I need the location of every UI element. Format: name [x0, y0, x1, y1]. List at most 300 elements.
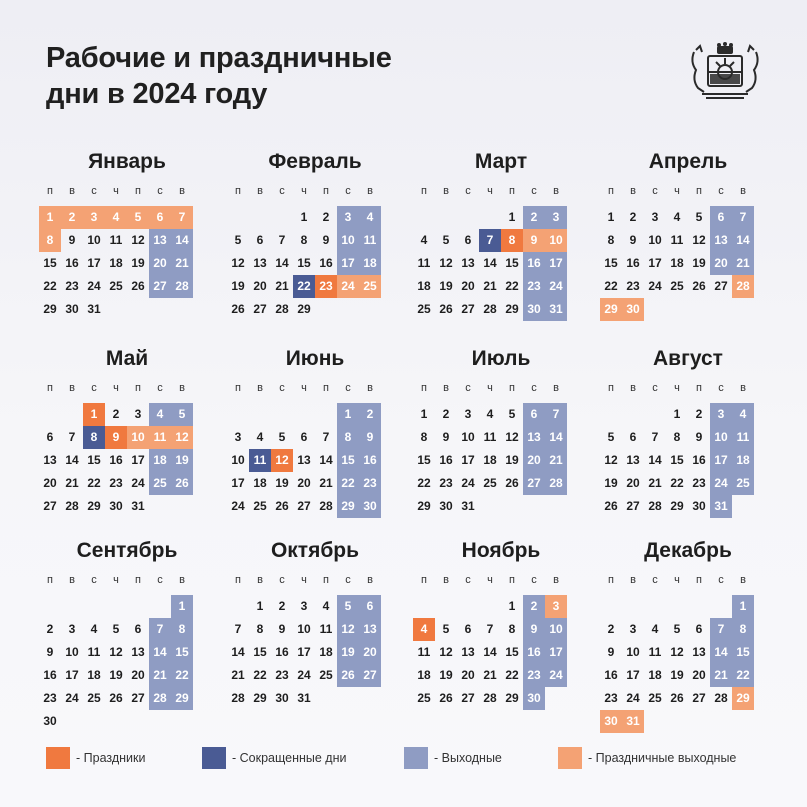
weekday-label: в — [367, 185, 373, 197]
day-cell: 6 — [256, 233, 264, 247]
weekday-label: п — [135, 185, 141, 197]
month-name: Февраль — [268, 150, 362, 173]
day-cell: 25 — [109, 279, 123, 293]
weekday-label: ч — [674, 185, 680, 197]
day-cell: 24 — [297, 668, 311, 682]
day-cell: 10 — [337, 229, 359, 252]
day-cell: 18 — [359, 252, 381, 275]
legend-swatch — [558, 747, 582, 769]
day-cell: 5 — [127, 206, 149, 229]
weekday-label: в — [257, 185, 263, 197]
weekday-label: в — [630, 185, 636, 197]
weekday-label: в — [179, 574, 185, 586]
day-cell: 3 — [134, 407, 142, 421]
weekday-label: с — [465, 185, 471, 197]
day-cell: 9 — [523, 618, 545, 641]
day-cell: 7 — [68, 430, 76, 444]
day-cell: 27 — [149, 275, 171, 298]
weekday-label: ч — [113, 574, 119, 586]
day-cell: 30 — [600, 710, 622, 733]
day-cell: 20 — [461, 668, 475, 682]
day-cell: 19 — [337, 641, 359, 664]
weekday-label: с — [345, 185, 351, 197]
day-cell: 9 — [442, 430, 450, 444]
day-cell: 11 — [483, 430, 497, 444]
day-cell: 27 — [297, 499, 311, 513]
legend-item-holiday-weekend — [558, 747, 736, 769]
day-cell: 6 — [359, 595, 381, 618]
day-cell: 29 — [670, 499, 684, 513]
weekday-label: с — [531, 574, 537, 586]
day-cell: 13 — [43, 453, 57, 467]
weekday-label: п — [696, 382, 702, 394]
day-cell: 20 — [131, 668, 145, 682]
day-cell: 1 — [337, 403, 359, 426]
day-cell: 23 — [315, 275, 337, 298]
day-cell: 18 — [417, 668, 431, 682]
day-cell: 3 — [629, 622, 637, 636]
month-name: Октябрь — [270, 539, 360, 562]
day-cell: 14 — [732, 229, 754, 252]
weekday-label: в — [630, 382, 636, 394]
day-cell: 14 — [710, 641, 732, 664]
weekday-label: п — [509, 382, 515, 394]
day-cell: 21 — [171, 252, 193, 275]
day-cell: 3 — [83, 206, 105, 229]
day-cell: 26 — [275, 499, 289, 513]
day-cell: 9 — [607, 645, 615, 659]
weekday-label: с — [157, 185, 163, 197]
weekday-label: с — [718, 574, 724, 586]
day-cell: 16 — [523, 641, 545, 664]
weekday-label: с — [652, 185, 658, 197]
day-cell: 3 — [464, 407, 472, 421]
day-cell: 15 — [417, 453, 431, 467]
day-cell: 3 — [68, 622, 76, 636]
weekday-label: в — [553, 185, 559, 197]
day-cell: 30 — [523, 298, 545, 321]
legend-swatch — [202, 747, 226, 769]
day-cell: 1 — [508, 599, 516, 613]
day-cell: 21 — [483, 279, 497, 293]
month-name: Апрель — [648, 150, 728, 173]
weekday-label: с — [345, 382, 351, 394]
day-cell: 12 — [439, 645, 453, 659]
day-cell: 8 — [83, 426, 105, 449]
day-cell: 31 — [131, 499, 145, 513]
day-cell: 13 — [461, 645, 475, 659]
day-cell: 15 — [732, 641, 754, 664]
weekday-label: ч — [301, 185, 307, 197]
day-cell: 28 — [714, 691, 728, 705]
day-cell: 24 — [710, 472, 732, 495]
day-cell: 26 — [439, 302, 453, 316]
weekday-label: ч — [487, 382, 493, 394]
day-cell: 11 — [87, 645, 101, 659]
weekday-label: в — [740, 574, 746, 586]
day-cell: 22 — [293, 275, 315, 298]
day-cell: 8 — [508, 622, 516, 636]
weekday-label: ч — [487, 574, 493, 586]
day-cell: 10 — [461, 430, 475, 444]
weekday-label: с — [531, 382, 537, 394]
day-cell: 23 — [65, 279, 79, 293]
weekday-label: п — [421, 185, 427, 197]
weekday-label: в — [69, 382, 75, 394]
day-cell: 1 — [256, 599, 264, 613]
day-cell: 24 — [545, 664, 567, 687]
day-cell: 27 — [43, 499, 57, 513]
day-cell: 13 — [710, 229, 732, 252]
weekday-label: в — [367, 382, 373, 394]
legend-item-holiday — [46, 747, 145, 769]
day-cell: 25 — [648, 691, 662, 705]
weekday-label: с — [279, 574, 285, 586]
month-name: Март — [474, 150, 528, 173]
day-cell: 5 — [278, 430, 286, 444]
weekday-label: ч — [113, 382, 119, 394]
day-cell: 13 — [359, 618, 381, 641]
day-cell: 20 — [710, 252, 732, 275]
month-8 — [600, 347, 776, 537]
day-cell: 3 — [545, 206, 567, 229]
weekday-label: п — [235, 185, 241, 197]
day-cell: 7 — [479, 229, 501, 252]
day-cell: 27 — [253, 302, 267, 316]
day-cell: 9 — [629, 233, 637, 247]
month-4 — [600, 150, 776, 340]
day-cell: 25 — [732, 472, 754, 495]
weekday-label: в — [553, 574, 559, 586]
weekday-label: с — [465, 382, 471, 394]
month-11 — [413, 539, 589, 729]
day-cell: 28 — [275, 302, 289, 316]
day-cell: 2 — [607, 622, 615, 636]
weekday-label: п — [323, 185, 329, 197]
day-cell: 31 — [461, 499, 475, 513]
day-cell: 13 — [626, 453, 640, 467]
day-cell: 22 — [670, 476, 684, 490]
day-cell: 26 — [131, 279, 145, 293]
day-cell: 8 — [607, 233, 615, 247]
month-5 — [39, 347, 215, 537]
day-cell: 22 — [171, 664, 193, 687]
day-cell: 24 — [545, 275, 567, 298]
month-1 — [39, 150, 215, 340]
day-cell: 18 — [670, 256, 684, 270]
day-cell: 14 — [483, 645, 497, 659]
day-cell: 28 — [648, 499, 662, 513]
day-cell: 24 — [231, 499, 245, 513]
day-cell: 7 — [651, 430, 659, 444]
day-cell: 2 — [322, 210, 330, 224]
day-cell: 28 — [483, 302, 497, 316]
day-cell: 16 — [43, 668, 57, 682]
day-cell: 13 — [692, 645, 706, 659]
month-name: Январь — [88, 150, 166, 173]
day-cell: 6 — [464, 622, 472, 636]
day-cell: 23 — [275, 668, 289, 682]
day-cell: 25 — [149, 472, 171, 495]
day-cell: 18 — [417, 279, 431, 293]
day-cell: 21 — [732, 252, 754, 275]
weekday-label: с — [279, 185, 285, 197]
day-cell: 19 — [109, 668, 123, 682]
day-cell: 3 — [300, 599, 308, 613]
day-cell: 2 — [278, 599, 286, 613]
day-cell: 22 — [337, 472, 359, 495]
day-cell: 9 — [359, 426, 381, 449]
day-cell: 8 — [337, 426, 359, 449]
weekday-label: п — [135, 574, 141, 586]
day-cell: 13 — [297, 453, 311, 467]
day-cell: 19 — [275, 476, 289, 490]
day-cell: 4 — [486, 407, 494, 421]
weekday-label: п — [47, 574, 53, 586]
day-cell: 21 — [231, 668, 245, 682]
weekday-label: с — [652, 382, 658, 394]
month-10 — [227, 539, 403, 729]
day-cell: 26 — [692, 279, 706, 293]
day-cell: 30 — [359, 495, 381, 518]
weekday-label: п — [608, 382, 614, 394]
weekday-label: с — [91, 185, 97, 197]
day-cell: 19 — [131, 256, 145, 270]
day-cell: 25 — [417, 691, 431, 705]
day-cell: 14 — [648, 453, 662, 467]
weekday-label: п — [509, 185, 515, 197]
day-cell: 15 — [43, 256, 57, 270]
day-cell: 5 — [442, 622, 450, 636]
day-cell: 23 — [523, 275, 545, 298]
day-cell: 2 — [46, 622, 54, 636]
coat-of-arms-icon — [686, 42, 764, 102]
day-cell: 2 — [523, 206, 545, 229]
day-cell: 31 — [297, 691, 311, 705]
day-cell: 13 — [461, 256, 475, 270]
weekday-label: с — [531, 185, 537, 197]
day-cell: 31 — [710, 495, 732, 518]
day-cell: 10 — [87, 233, 101, 247]
day-cell: 7 — [545, 403, 567, 426]
day-cell: 15 — [87, 453, 101, 467]
day-cell: 15 — [670, 453, 684, 467]
legend-item-short-day — [202, 747, 346, 769]
day-cell: 11 — [249, 449, 271, 472]
day-cell: 18 — [648, 668, 662, 682]
day-cell: 6 — [46, 430, 54, 444]
day-cell: 25 — [359, 275, 381, 298]
day-cell: 27 — [714, 279, 728, 293]
day-cell: 17 — [461, 453, 475, 467]
day-cell: 29 — [732, 687, 754, 710]
weekday-label: ч — [674, 382, 680, 394]
day-cell: 23 — [523, 664, 545, 687]
weekday-label: ч — [113, 185, 119, 197]
day-cell: 29 — [87, 499, 101, 513]
day-cell: 19 — [604, 476, 618, 490]
day-cell: 30 — [65, 302, 79, 316]
day-cell: 9 — [105, 426, 127, 449]
day-cell: 13 — [253, 256, 267, 270]
day-cell: 1 — [732, 595, 754, 618]
day-cell: 12 — [505, 430, 519, 444]
legend — [0, 747, 807, 771]
day-cell: 3 — [651, 210, 659, 224]
day-cell: 15 — [297, 256, 311, 270]
day-cell: 4 — [322, 599, 330, 613]
day-cell: 10 — [710, 426, 732, 449]
day-cell: 20 — [253, 279, 267, 293]
day-cell: 27 — [359, 664, 381, 687]
weekday-label: п — [421, 382, 427, 394]
day-cell: 29 — [337, 495, 359, 518]
weekday-label: в — [179, 185, 185, 197]
day-cell: 30 — [622, 298, 644, 321]
day-cell: 11 — [417, 256, 431, 270]
legend-swatch — [46, 747, 70, 769]
day-cell: 15 — [505, 645, 519, 659]
day-cell: 2 — [629, 210, 637, 224]
weekday-label: в — [257, 574, 263, 586]
weekday-label: п — [421, 574, 427, 586]
day-cell: 22 — [417, 476, 431, 490]
day-cell: 15 — [253, 645, 267, 659]
day-cell: 25 — [670, 279, 684, 293]
month-9 — [39, 539, 215, 729]
weekday-label: п — [608, 574, 614, 586]
day-cell: 11 — [732, 426, 754, 449]
day-cell: 24 — [337, 275, 359, 298]
day-cell: 21 — [149, 664, 171, 687]
day-cell: 7 — [234, 622, 242, 636]
weekday-label: в — [69, 574, 75, 586]
day-cell: 17 — [626, 668, 640, 682]
day-cell: 30 — [109, 499, 123, 513]
day-cell: 4 — [420, 233, 428, 247]
day-cell: 1 — [39, 206, 61, 229]
day-cell: 18 — [253, 476, 267, 490]
day-cell: 16 — [626, 256, 640, 270]
day-cell: 18 — [319, 645, 333, 659]
day-cell: 23 — [109, 476, 123, 490]
day-cell: 2 — [112, 407, 120, 421]
day-cell: 26 — [231, 302, 245, 316]
day-cell: 17 — [131, 453, 145, 467]
day-cell: 16 — [65, 256, 79, 270]
day-cell: 28 — [171, 275, 193, 298]
day-cell: 8 — [39, 229, 61, 252]
day-cell: 2 — [359, 403, 381, 426]
day-cell: 2 — [61, 206, 83, 229]
day-cell: 28 — [483, 691, 497, 705]
weekday-label: в — [179, 382, 185, 394]
day-cell: 14 — [231, 645, 245, 659]
day-cell: 13 — [149, 229, 171, 252]
day-cell: 26 — [337, 664, 359, 687]
weekday-label: в — [367, 574, 373, 586]
day-cell: 10 — [65, 645, 79, 659]
day-cell: 7 — [322, 430, 330, 444]
weekday-label: ч — [301, 382, 307, 394]
day-cell: 23 — [604, 691, 618, 705]
day-cell: 5 — [508, 407, 516, 421]
month-name: Ноябрь — [461, 539, 541, 562]
weekday-label: в — [443, 574, 449, 586]
weekday-label: в — [553, 382, 559, 394]
day-cell: 14 — [545, 426, 567, 449]
weekday-label: в — [69, 185, 75, 197]
day-cell: 18 — [109, 256, 123, 270]
day-cell: 15 — [505, 256, 519, 270]
weekday-label: п — [235, 382, 241, 394]
day-cell: 11 — [109, 233, 123, 247]
day-cell: 23 — [439, 476, 453, 490]
day-cell: 23 — [626, 279, 640, 293]
day-cell: 10 — [626, 645, 640, 659]
day-cell: 29 — [43, 302, 57, 316]
day-cell: 5 — [673, 622, 681, 636]
day-cell: 20 — [692, 668, 706, 682]
day-cell: 24 — [131, 476, 145, 490]
day-cell: 19 — [505, 453, 519, 467]
day-cell: 15 — [337, 449, 359, 472]
day-cell: 18 — [732, 449, 754, 472]
day-cell: 26 — [109, 691, 123, 705]
day-cell: 7 — [171, 206, 193, 229]
legend-label: - Выходные — [434, 751, 502, 765]
day-cell: 27 — [523, 472, 545, 495]
day-cell: 21 — [65, 476, 79, 490]
day-cell: 13 — [523, 426, 545, 449]
weekday-label: п — [323, 574, 329, 586]
day-cell: 4 — [673, 210, 681, 224]
day-cell: 12 — [337, 618, 359, 641]
day-cell: 7 — [278, 233, 286, 247]
day-cell: 18 — [87, 668, 101, 682]
day-cell: 30 — [692, 499, 706, 513]
day-cell: 1 — [607, 210, 615, 224]
day-cell: 8 — [501, 229, 523, 252]
weekday-label: в — [443, 382, 449, 394]
day-cell: 9 — [278, 622, 286, 636]
day-cell: 23 — [43, 691, 57, 705]
day-cell: 27 — [461, 691, 475, 705]
day-cell: 9 — [523, 229, 545, 252]
day-cell: 21 — [710, 664, 732, 687]
day-cell: 12 — [271, 449, 293, 472]
day-cell: 17 — [648, 256, 662, 270]
day-cell: 1 — [300, 210, 308, 224]
day-cell: 3 — [710, 403, 732, 426]
day-cell: 11 — [648, 645, 662, 659]
page-title — [46, 40, 392, 112]
weekday-label: п — [696, 574, 702, 586]
day-cell: 22 — [732, 664, 754, 687]
day-cell: 18 — [483, 453, 497, 467]
day-cell: 13 — [131, 645, 145, 659]
day-cell: 8 — [300, 233, 308, 247]
day-cell: 24 — [87, 279, 101, 293]
day-cell: 26 — [171, 472, 193, 495]
day-cell: 24 — [648, 279, 662, 293]
day-cell: 10 — [648, 233, 662, 247]
day-cell: 5 — [234, 233, 242, 247]
day-cell: 20 — [626, 476, 640, 490]
day-cell: 31 — [87, 302, 101, 316]
day-cell: 15 — [171, 641, 193, 664]
month-name: Август — [653, 347, 723, 370]
